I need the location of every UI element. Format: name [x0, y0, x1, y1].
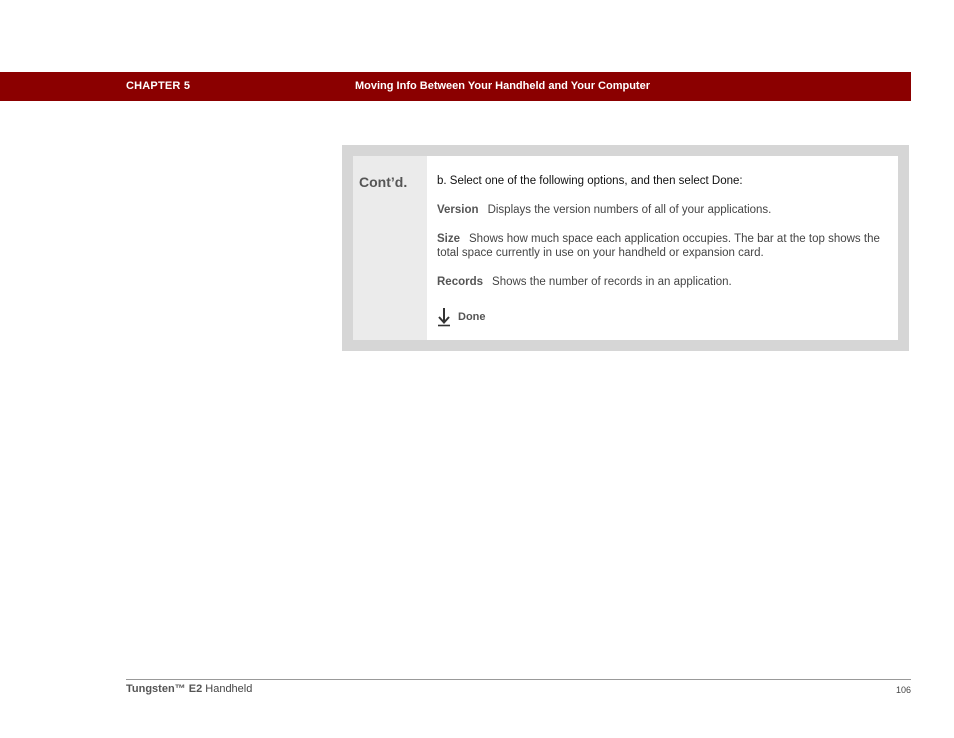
chapter-header-bar: [0, 72, 911, 101]
option-version: [437, 203, 887, 217]
option-description: Shows the number of records in an application.: [492, 276, 732, 288]
arrow-down-icon: [437, 307, 451, 327]
step-content: [427, 156, 898, 340]
footer-product: [126, 683, 252, 695]
continued-label: Cont’d.: [359, 174, 408, 190]
option-term: Size: [437, 233, 461, 245]
chapter-title: Moving Info Between Your Handheld and Your Computer: [355, 80, 650, 92]
done-label: Done: [458, 311, 486, 323]
continued-step-panel: [342, 145, 909, 351]
footer-product-name: Tungsten™ E2: [126, 683, 203, 695]
option-size: [437, 232, 887, 260]
option-description: Shows how much space each application occupies. The bar at the top shows the total space currently in use on your handheld or expansion card.: [437, 233, 880, 259]
footer-divider: [126, 679, 911, 680]
page-number: 106: [895, 685, 911, 695]
option-term: Version: [437, 204, 479, 216]
option-description: Displays the version numbers of all of your applications.: [487, 204, 772, 216]
step-instruction: b. Select one of the following options, and then select Done:: [437, 175, 743, 187]
chapter-label: CHAPTER 5: [126, 80, 191, 92]
continued-sidebar: [353, 156, 427, 340]
option-term: Records: [437, 276, 484, 288]
done-marker: [437, 307, 486, 327]
footer-product-suffix: Handheld: [202, 683, 253, 695]
option-records: [437, 275, 887, 289]
